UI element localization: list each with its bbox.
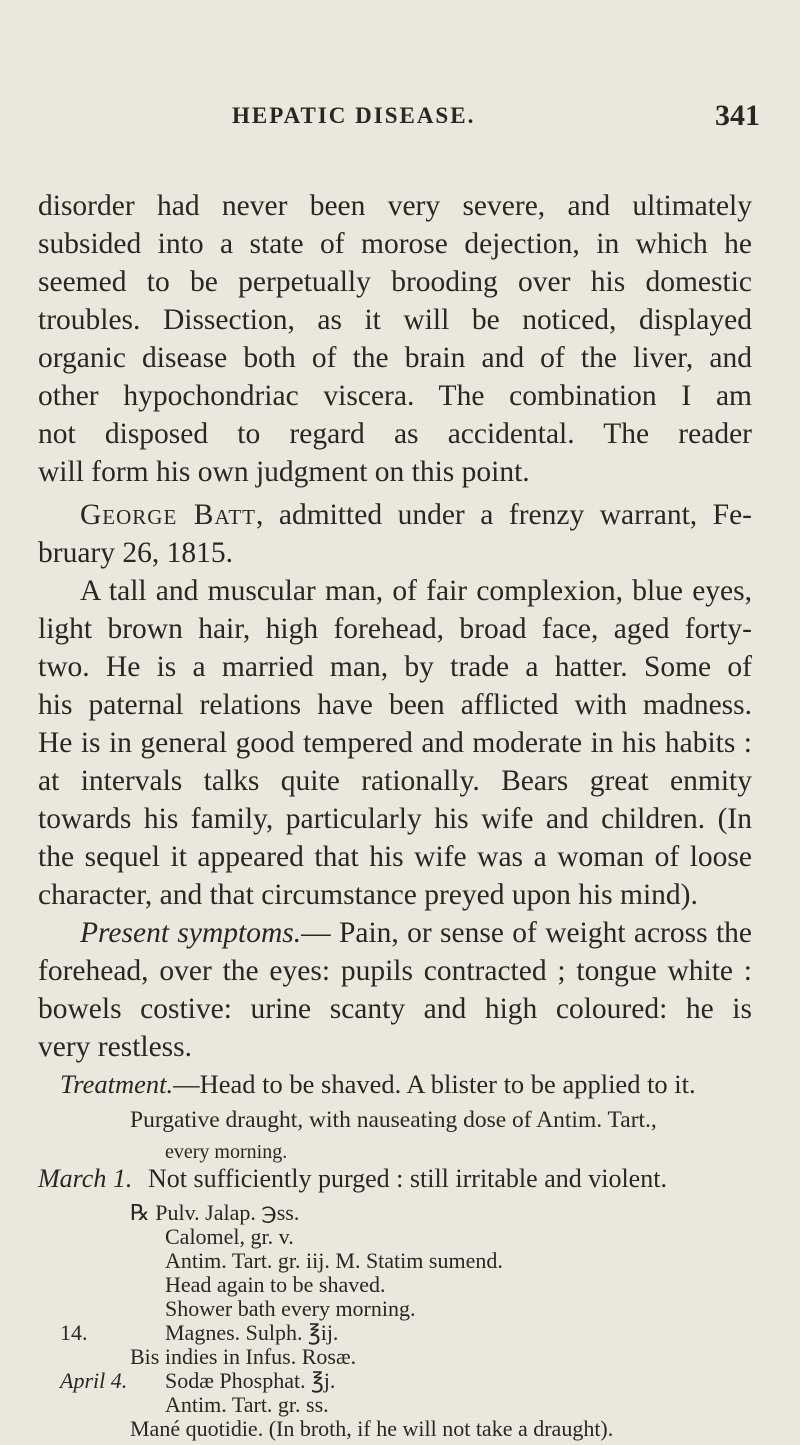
text-line: organic disease both of the brain and of the liver, and bbox=[38, 342, 752, 374]
text-line: other hypochondriac viscera. The combination I am bbox=[38, 380, 752, 412]
text-line: seemed to be perpetually brooding over his domestic bbox=[38, 266, 752, 298]
page-header bbox=[0, 99, 800, 139]
text-line: two. He is a married man, by trade a hatter. Some of bbox=[38, 651, 752, 683]
entry-text: Magnes. Sulph. ℥ij. bbox=[165, 1320, 339, 1345]
text-line: He is in general good tempered and moderate in his habits : bbox=[38, 727, 752, 759]
patient-name: George Batt bbox=[80, 499, 256, 531]
present-symptoms bbox=[38, 914, 752, 1066]
entry-text: Shower bath every morning. bbox=[165, 1296, 416, 1321]
symptoms-label: Present symptoms. bbox=[80, 917, 302, 949]
entry-text: Mané quotidie. (In broth, if he will not take a draught). bbox=[130, 1416, 614, 1441]
text-line: disorder had never been very severe, and ultimately bbox=[38, 190, 752, 222]
text-line: troubles. Dissection, as it will be noticed, displayed bbox=[38, 304, 752, 336]
text-line: character, and that circumstance preyed upon his mind). bbox=[38, 879, 698, 911]
treatment-label: Treatment. bbox=[60, 1069, 174, 1099]
symptoms-text: — Pain, or sense of weight across the bbox=[301, 917, 752, 949]
entry-date: 14. bbox=[60, 1320, 88, 1345]
running-title: HEPATIC DISEASE. bbox=[232, 103, 476, 128]
text-line: light brown hair, high forehead, broad face, aged forty- bbox=[38, 613, 752, 645]
case-description bbox=[38, 572, 752, 914]
case-admission bbox=[38, 496, 752, 572]
entry-text: Bis indies in Infus. Rosæ. bbox=[130, 1344, 357, 1369]
entry-text: Sodæ Phosphat. ℥j. bbox=[165, 1368, 336, 1393]
entry-date: April 4. bbox=[60, 1368, 128, 1393]
entry-text: Head again to be shaved. bbox=[165, 1272, 386, 1297]
text-line: bowels costive: urine scanty and high coloured: he is bbox=[38, 993, 752, 1025]
text-line: subsided into a state of morose dejection, in which he bbox=[38, 228, 752, 260]
text-line: will form his own judgment on this point. bbox=[38, 456, 530, 488]
admission-text: , admitted under a frenzy warrant, Fe- bbox=[255, 499, 752, 531]
entry-date: March 1. bbox=[38, 1164, 133, 1193]
intro-paragraph bbox=[38, 187, 752, 491]
entry-text: Calomel, gr. v. bbox=[165, 1224, 294, 1249]
entry-text: Antim. Tart. gr. ss. bbox=[165, 1392, 329, 1417]
treatment-line: every morning. bbox=[165, 1141, 288, 1163]
text-line: the sequel it appeared that his wife was a woman of loose bbox=[38, 841, 752, 873]
entry-text: Not sufficiently purged : still irritable and violent. bbox=[148, 1164, 667, 1193]
text-line: very restless. bbox=[38, 1031, 193, 1063]
treatment-line bbox=[60, 1070, 696, 1098]
entry-text: Antim. Tart. gr. iij. M. Statim sumend. bbox=[165, 1248, 503, 1273]
text-line: his paternal relations have been afflicted with madness. bbox=[38, 689, 752, 721]
text-line: A tall and muscular man, of fair complexion, blue eyes, bbox=[80, 575, 752, 607]
text-line bbox=[38, 914, 752, 952]
text-line: at intervals talks quite rationally. Bears great enmity bbox=[38, 765, 752, 797]
text-line bbox=[38, 496, 752, 534]
entry-text: ℞ Pulv. Jalap. ℈ss. bbox=[130, 1200, 300, 1225]
treatment-text: —Head to be shaved. A blister to be applied to it. bbox=[173, 1069, 696, 1099]
text-line: forehead, over the eyes: pupils contracted ; tongue white : bbox=[38, 955, 752, 987]
text-line: not disposed to regard as accidental. The reader bbox=[38, 418, 752, 450]
treatment-line: Purgative draught, with nauseating dose of Antim. Tart., bbox=[130, 1107, 657, 1133]
page-number: 341 bbox=[715, 99, 760, 132]
text-line: towards his family, particularly his wife and children. (In bbox=[38, 803, 752, 835]
text-line: bruary 26, 1815. bbox=[38, 537, 233, 569]
